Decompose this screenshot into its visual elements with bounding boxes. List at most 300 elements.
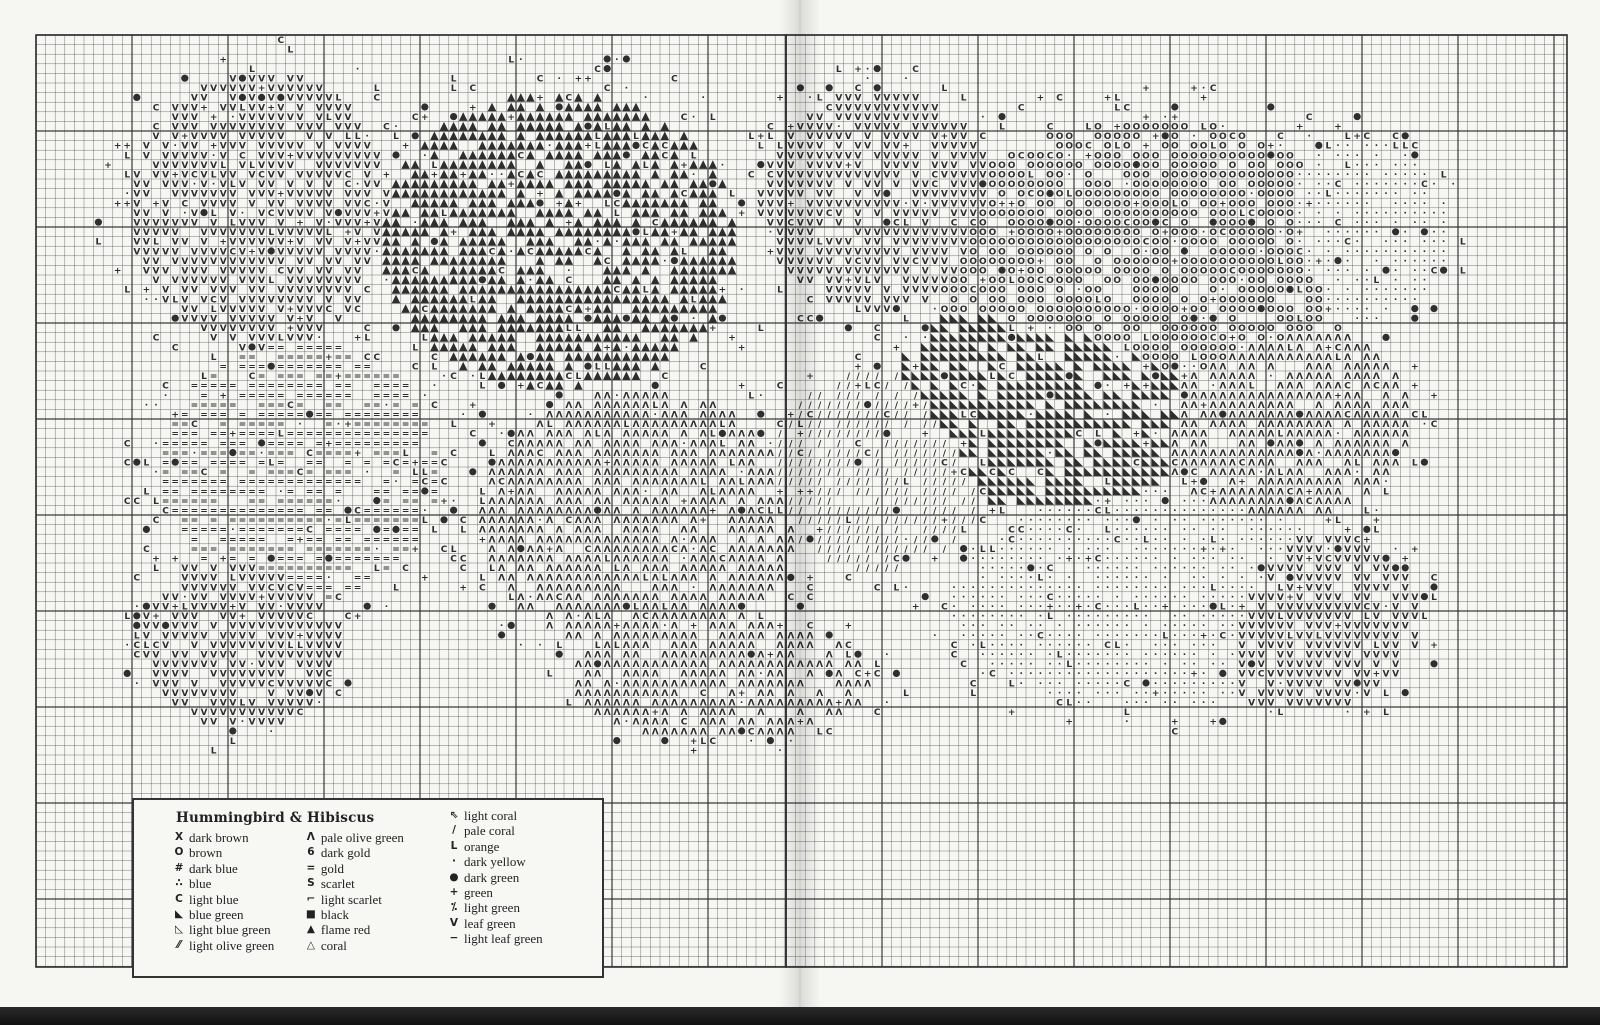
stitch-triangle — [449, 170, 458, 179]
stitch-symbol: = — [296, 516, 304, 526]
stitch-symbol: V — [816, 161, 823, 171]
stitch-symbol: V — [181, 564, 188, 574]
stitch-symbol: C — [565, 372, 572, 382]
stitch-symbol: O — [1219, 257, 1227, 267]
stitch-symbol: V — [297, 593, 304, 603]
stitch-symbol: Λ — [1248, 430, 1255, 440]
stitch-symbol: O — [1142, 190, 1150, 200]
stitch-symbol: · — [759, 391, 762, 401]
stitch-symbol: V — [181, 631, 188, 641]
stitch-symbol: Λ — [489, 516, 496, 526]
stitch-symbol: V — [931, 190, 938, 200]
stitch-triangle — [709, 160, 718, 169]
stitch-symbol: = — [306, 516, 314, 526]
stitch-symbol: + — [680, 161, 688, 171]
stitch-symbol: L — [768, 507, 774, 517]
stitch-symbol: · — [529, 276, 532, 286]
stitch-symbol: · — [1394, 247, 1397, 257]
stitch-symbol: / — [933, 468, 937, 478]
stitch-symbol: = — [171, 449, 179, 459]
stitch-triangle — [421, 324, 430, 333]
stitch-symbol: · — [1413, 286, 1416, 296]
stitch-triangle — [517, 141, 526, 150]
stitch-symbol: Λ — [527, 603, 534, 613]
stitch-symbol: V — [162, 593, 169, 603]
stitch-symbol: V — [883, 295, 890, 305]
stitch-symbol: Λ — [613, 583, 620, 593]
stitch-symbol: · — [1355, 276, 1358, 286]
stitch-symbol: = — [162, 487, 170, 497]
stitch-symbol: V — [970, 180, 977, 190]
stitch-symbol: + — [709, 324, 717, 334]
stitch-symbol: V — [249, 622, 256, 632]
stitch-symbol: Λ — [1296, 391, 1303, 401]
stitch-symbol: = — [363, 363, 371, 373]
stitch-symbol: L — [700, 737, 706, 747]
stitch-symbol: O — [1305, 286, 1313, 296]
stitch-triangle — [459, 324, 468, 333]
stitch-symbol: L — [1287, 343, 1293, 353]
stitch-symbol: V — [277, 142, 284, 152]
stitch-symbol: Λ — [1248, 391, 1255, 401]
stitch-symbol: Λ — [748, 660, 755, 670]
stitch-symbol: + — [104, 161, 112, 171]
stitch-symbol: C — [162, 382, 169, 392]
stitch-symbol: Λ — [1287, 420, 1294, 430]
stitch-symbol: C — [306, 612, 313, 622]
stitch-triangle — [670, 180, 679, 189]
stitch-symbol: V — [172, 228, 179, 238]
stitch-symbol: / — [808, 478, 812, 488]
stitch-symbol: Λ — [700, 401, 707, 411]
stitch-symbol: V — [364, 209, 371, 219]
stitch-symbol: L — [1402, 142, 1408, 152]
stitch-symbol: · — [385, 276, 388, 286]
stitch-symbol: L — [1249, 382, 1255, 392]
stitch-symbol: O — [1094, 228, 1102, 238]
stitch-symbol: V — [335, 151, 342, 161]
stitch-symbol: Λ — [777, 699, 784, 709]
stitch-triangle — [421, 276, 430, 285]
stitch-symbol: O — [1181, 238, 1189, 248]
stitch-symbol: O — [1065, 199, 1073, 209]
stitch-symbol: Λ — [661, 612, 668, 622]
stitch-symbol: / — [847, 401, 851, 411]
stitch-symbol: O — [1286, 209, 1294, 219]
stitch-symbol: O — [998, 161, 1006, 171]
stitch-symbol: · — [1336, 228, 1339, 238]
stitch-symbol: Λ — [508, 478, 515, 488]
stitch-symbol: O — [1017, 257, 1025, 267]
stitch-triangle — [689, 218, 698, 227]
stitch-triangle — [555, 256, 564, 265]
stitch-symbol: + — [1142, 363, 1150, 373]
stitch-symbol: O — [989, 295, 997, 305]
stitch-symbol: V — [855, 142, 862, 152]
stitch-symbol: V — [816, 132, 823, 142]
stitch-triangle — [940, 410, 949, 419]
stitch-symbol: V — [181, 622, 188, 632]
stitch-symbol: Λ — [633, 718, 640, 728]
stitch-symbol: O — [1267, 267, 1275, 277]
stitch-triangle — [517, 122, 526, 131]
stitch-triangle — [641, 189, 650, 198]
stitch-triangle — [411, 199, 420, 208]
stitch-triangle — [449, 276, 458, 285]
stitch-triangle — [603, 228, 612, 237]
stitch-symbol: V — [297, 603, 304, 613]
stitch-triangle — [709, 247, 718, 256]
stitch-symbol: V — [960, 151, 967, 161]
stitch-symbol: · — [1423, 219, 1426, 229]
stitch-triangle — [689, 256, 698, 265]
stitch-symbol: V — [268, 199, 275, 209]
stitch-symbol: V — [220, 247, 227, 257]
stitch-symbol: V — [249, 315, 256, 325]
stitch-symbol: = — [363, 372, 371, 382]
stitch-symbol: · — [1336, 238, 1339, 248]
stitch-symbol: O — [1133, 238, 1141, 248]
stitch-symbol: O — [1065, 247, 1073, 257]
stitch-dot — [1210, 315, 1217, 322]
stitch-symbol: C — [681, 190, 688, 200]
stitch-symbol: L — [412, 468, 418, 478]
stitch-triangle — [459, 112, 468, 121]
stitch-symbol: = — [373, 372, 381, 382]
stitch-symbol: O — [1104, 180, 1112, 190]
stitch-triangle — [411, 180, 420, 189]
stitch-symbol: V — [210, 228, 217, 238]
stitch-triangle — [430, 343, 439, 352]
stitch-symbol: · — [1403, 247, 1406, 257]
stitch-symbol: C — [1335, 219, 1342, 229]
stitch-symbol: · — [1346, 151, 1349, 161]
stitch-symbol: Λ — [1191, 372, 1198, 382]
stitch-triangle — [401, 189, 410, 198]
stitch-symbol: V — [306, 286, 313, 296]
stitch-symbol: O — [989, 171, 997, 181]
stitch-symbol: V — [133, 199, 140, 209]
stitch-symbol: / — [924, 401, 928, 411]
stitch-symbol: = — [315, 545, 323, 555]
stitch-symbol: = — [258, 535, 266, 545]
stitch-symbol: = — [258, 487, 266, 497]
stitch-symbol: L — [700, 478, 706, 488]
stitch-symbol: · — [250, 660, 253, 670]
stitch-triangle — [1065, 391, 1074, 400]
stitch-symbol: Λ — [1325, 478, 1332, 488]
stitch-triangle — [1123, 400, 1132, 409]
stitch-triangle — [449, 266, 458, 275]
stitch-symbol: C — [191, 420, 198, 430]
stitch-triangle — [555, 285, 564, 294]
stitch-symbol: + — [171, 171, 179, 181]
stitch-symbol: + — [219, 238, 227, 248]
stitch-symbol: O — [1334, 324, 1342, 334]
stitch-symbol: O — [1123, 123, 1131, 133]
stitch-symbol: + — [354, 449, 362, 459]
stitch-symbol: V — [951, 123, 958, 133]
stitch-symbol: V — [201, 708, 208, 718]
stitch-symbol: L — [412, 343, 418, 353]
stitch-triangle — [641, 132, 650, 141]
stitch-triangle — [574, 285, 583, 294]
stitch-dot — [594, 660, 601, 667]
stitch-symbol: Λ — [652, 555, 659, 565]
stitch-symbol: / — [924, 468, 928, 478]
stitch-symbol: C — [354, 305, 361, 315]
stitch-symbol: V — [210, 199, 217, 209]
stitch-triangle — [593, 343, 602, 352]
stitch-symbol: V — [153, 267, 160, 277]
stitch-symbol: O — [1133, 151, 1141, 161]
stitch-triangle — [622, 180, 631, 189]
stitch-symbol: = — [287, 574, 295, 584]
stitch-triangle — [440, 122, 449, 131]
stitch-symbol: C — [1411, 411, 1418, 421]
stitch-triangle — [392, 295, 401, 304]
stitch-triangle — [699, 218, 708, 227]
stitch-symbol: Λ — [508, 583, 515, 593]
stitch-symbol: Λ — [517, 468, 524, 478]
stitch-symbol: Λ — [748, 516, 755, 526]
stitch-symbol: C — [469, 84, 476, 94]
stitch-symbol: O — [1257, 295, 1265, 305]
stitch-triangle — [1055, 439, 1064, 448]
stitch-symbol: Λ — [719, 564, 726, 574]
stitch-symbol: Λ — [585, 516, 592, 526]
stitch-symbol: Λ — [1363, 411, 1370, 421]
stitch-dot — [661, 737, 668, 744]
stitch-symbol: = — [287, 411, 295, 421]
stitch-symbol: V — [249, 718, 256, 728]
stitch-symbol: + — [479, 535, 487, 545]
stitch-symbol: O — [1190, 142, 1198, 152]
stitch-symbol: V — [277, 123, 284, 133]
stitch-triangle — [1036, 381, 1045, 390]
stitch-symbol: Λ — [748, 439, 755, 449]
stitch-triangle — [1103, 372, 1112, 381]
stitch-symbol: = — [335, 382, 343, 392]
stitch-symbol: C — [412, 267, 419, 277]
stitch-symbol: = — [325, 526, 333, 536]
stitch-symbol: = — [363, 439, 371, 449]
stitch-symbol: V — [172, 103, 179, 113]
stitch-triangle — [1094, 487, 1103, 496]
stitch-dot — [479, 439, 486, 446]
stitch-triangle — [507, 285, 516, 294]
stitch-symbol: = — [287, 545, 295, 555]
stitch-triangle — [603, 237, 612, 246]
stitch-symbol: V — [345, 151, 352, 161]
stitch-triangle — [651, 276, 660, 285]
stitch-triangle — [545, 122, 554, 131]
stitch-symbol: Λ — [1181, 430, 1188, 440]
stitch-symbol: V — [883, 171, 890, 181]
stitch-symbol: · — [1403, 286, 1406, 296]
stitch-triangle — [911, 381, 920, 390]
stitch-symbol: = — [191, 439, 199, 449]
stitch-symbol: V — [172, 631, 179, 641]
stitch-symbol: V — [816, 123, 823, 133]
stitch-triangle — [593, 93, 602, 102]
stitch-symbol: Λ — [585, 689, 592, 699]
stitch-symbol: C — [1085, 142, 1092, 152]
stitch-symbol: = — [363, 401, 371, 411]
stitch-symbol: V — [874, 247, 881, 257]
stitch-symbol: O — [989, 286, 997, 296]
stitch-symbol: Λ — [700, 535, 707, 545]
stitch-symbol: / — [847, 449, 851, 459]
stitch-triangle — [1084, 468, 1093, 477]
stitch-symbol: / — [952, 449, 956, 459]
stitch-symbol: C — [767, 171, 774, 181]
stitch-symbol: O — [1113, 190, 1121, 200]
stitch-symbol: O — [1152, 161, 1160, 171]
stitch-symbol: · — [183, 209, 186, 219]
stitch-triangle — [661, 333, 670, 342]
stitch-symbol: V — [220, 142, 227, 152]
stitch-dot — [594, 507, 601, 514]
stitch-triangle — [1142, 477, 1151, 486]
stitch-symbol: Λ — [633, 708, 640, 718]
stitch-triangle — [507, 372, 516, 381]
stitch-triangle — [507, 304, 516, 313]
stitch-symbol: Λ — [700, 718, 707, 728]
stitch-symbol: L — [480, 382, 486, 392]
stitch-symbol: V — [931, 113, 938, 123]
stitch-symbol: V — [903, 209, 910, 219]
stitch-symbol: V — [229, 267, 236, 277]
stitch-symbol: · — [1403, 238, 1406, 248]
stitch-symbol: V — [287, 295, 294, 305]
stitch-symbol: = — [383, 526, 391, 536]
stitch-triangle — [507, 208, 516, 217]
stitch-triangle — [950, 429, 959, 438]
stitch-dot — [1094, 439, 1101, 446]
stitch-symbol: V — [172, 699, 179, 709]
stitch-symbol: Λ — [709, 708, 716, 718]
stitch-symbol: · — [279, 603, 282, 613]
stitch-symbol: V — [826, 276, 833, 286]
stitch-triangle — [430, 180, 439, 189]
stitch-symbol: L — [1172, 199, 1178, 209]
stitch-triangle — [699, 276, 708, 285]
stitch-symbol: Λ — [508, 555, 515, 565]
stitch-symbol: V — [220, 103, 227, 113]
stitch-symbol: / — [885, 478, 889, 488]
stitch-symbol: L — [1191, 353, 1197, 363]
stitch-triangle — [459, 132, 468, 141]
stitch-symbol: O — [1238, 228, 1246, 238]
stitch-symbol: V — [153, 171, 160, 181]
stitch-symbol: V — [210, 651, 217, 661]
stitch-dot — [133, 622, 140, 629]
stitch-symbol: = — [335, 430, 343, 440]
stitch-symbol: C — [979, 132, 986, 142]
stitch-triangle — [1075, 468, 1084, 477]
stitch-triangle — [1142, 468, 1151, 477]
stitch-symbol: O — [1286, 247, 1294, 257]
stitch-symbol: V — [893, 123, 900, 133]
stitch-symbol: Λ — [575, 593, 582, 603]
stitch-symbol: O — [1037, 151, 1045, 161]
stitch-symbol: O — [1209, 247, 1217, 257]
stitch-symbol: V — [258, 651, 265, 661]
stitch-symbol: Λ — [681, 727, 688, 737]
stitch-dot — [1210, 219, 1217, 226]
stitch-symbol: O — [1037, 238, 1045, 248]
stitch-symbol: · — [1346, 295, 1349, 305]
stitch-triangle — [1084, 420, 1093, 429]
stitch-symbol: · — [1317, 161, 1320, 171]
stitch-triangle — [699, 295, 708, 304]
stitch-symbol: + — [1133, 430, 1141, 440]
stitch-triangle — [603, 170, 612, 179]
stitch-symbol: Λ — [681, 593, 688, 603]
stitch-symbol: V — [220, 199, 227, 209]
stitch-symbol: V — [220, 593, 227, 603]
stitch-triangle — [718, 237, 727, 246]
stitch-symbol: V — [767, 161, 774, 171]
stitch-symbol: V — [893, 295, 900, 305]
stitch-symbol: · — [1202, 315, 1205, 325]
stitch-triangle — [392, 180, 401, 189]
stitch-dot — [1382, 334, 1389, 341]
stitch-symbol: = — [411, 401, 419, 411]
stitch-symbol: · — [1327, 238, 1330, 248]
stitch-symbol: Λ — [681, 612, 688, 622]
stitch-dot — [1171, 363, 1178, 370]
stitch-symbol: / — [866, 478, 870, 488]
stitch-symbol: V — [258, 718, 265, 728]
stitch-triangle — [622, 266, 631, 275]
stitch-symbol: Λ — [565, 574, 572, 584]
stitch-symbol: V — [181, 190, 188, 200]
stitch-symbol: Λ — [719, 699, 726, 709]
stitch-symbol: · — [1355, 247, 1358, 257]
stitch-symbol: C — [460, 555, 467, 565]
stitch-symbol: · — [154, 401, 157, 411]
stitch-triangle — [430, 151, 439, 160]
stitch-symbol: · — [1365, 199, 1368, 209]
stitch-dot — [816, 315, 823, 322]
stitch-symbol: Λ — [1248, 459, 1255, 469]
stitch-symbol: V — [229, 103, 236, 113]
stitch-triangle — [603, 295, 612, 304]
stitch-symbol: V — [172, 679, 179, 689]
stitch-triangle — [593, 218, 602, 227]
stitch-symbol: Λ — [604, 593, 611, 603]
stitch-triangle — [1132, 391, 1141, 400]
stitch-triangle — [1113, 468, 1122, 477]
stitch-symbol: Λ — [594, 583, 601, 593]
stitch-symbol: V — [316, 679, 323, 689]
stitch-symbol: O — [1161, 334, 1169, 344]
stitch-symbol: L — [1201, 123, 1207, 133]
stitch-symbol: L — [211, 353, 217, 363]
stitch-symbol: Λ — [556, 564, 563, 574]
stitch-symbol: V — [239, 228, 246, 238]
stitch-symbol: L — [230, 737, 236, 747]
stitch-symbol: Λ — [633, 622, 640, 632]
stitch-symbol: Λ — [681, 526, 688, 536]
stitch-triangle — [1065, 410, 1074, 419]
stitch-triangle — [440, 256, 449, 265]
stitch-symbol: V — [297, 151, 304, 161]
stitch-symbol: = — [248, 391, 256, 401]
stitch-symbol: V — [172, 123, 179, 133]
